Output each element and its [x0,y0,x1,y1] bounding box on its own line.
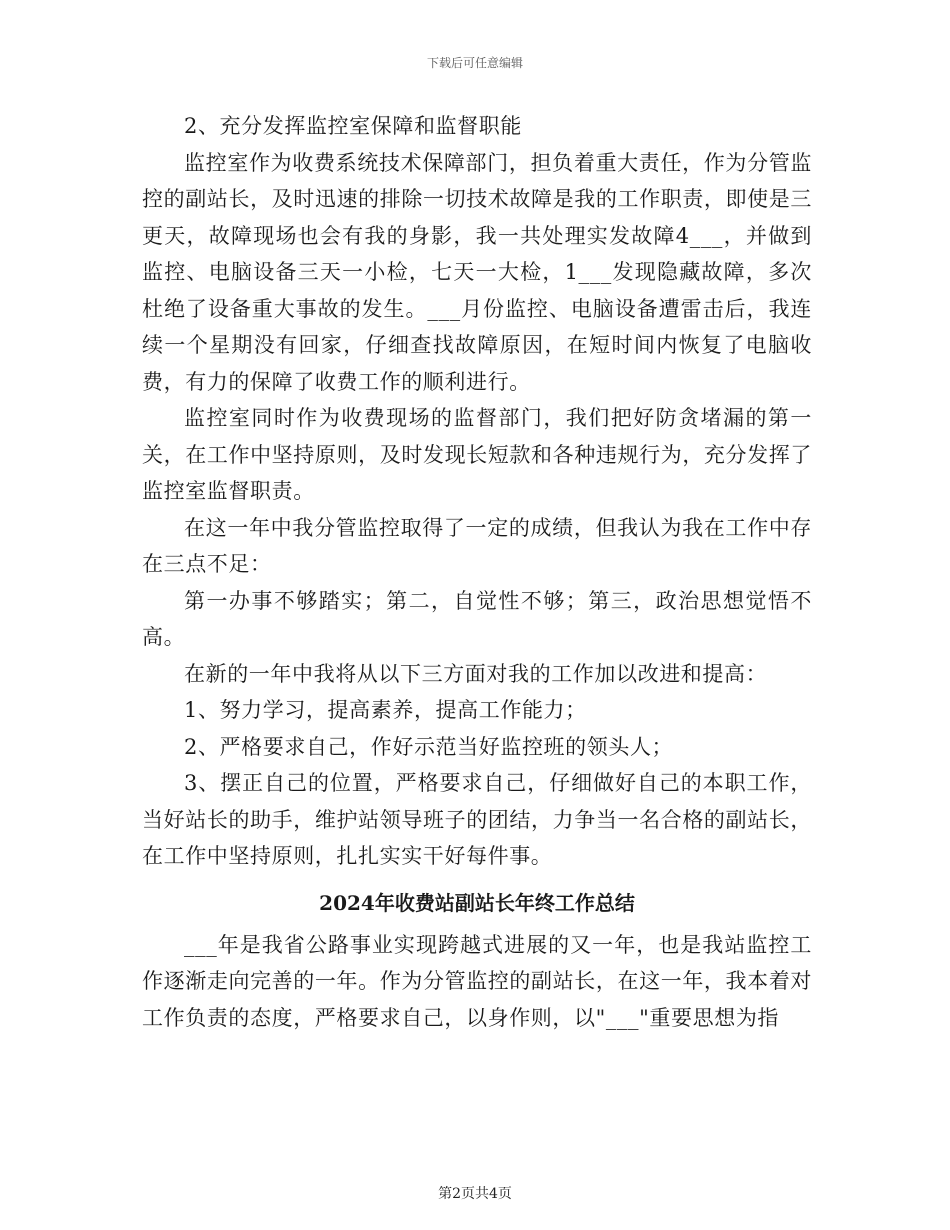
paragraph: 2、严格要求自己，作好示范当好监控班的领头人； [184,734,674,759]
document-body [142,108,812,1036]
paragraph: 2、充分发挥监控室保障和监督职能 [184,114,522,138]
page-header: 下载后可任意编辑 [426,56,523,70]
paragraph: 1、努力学习，提高素养，提高工作能力； [184,698,587,722]
paragraph: ___年是我省公路事业实现跨越式进展的又一年，也是我站监控工作逐渐走向完善的一年。作为分管监控的副站长，在这一年，我本着对工作负责的态度，严格要求自己，以身作则，以"___"重要思想为指 [142,932,812,1030]
paragraph: 3、摆正自己的位置，严格要求自己，仔细做好自己的本职工作，当好站长的助手，维护站领导班子的团结，力争当一名合格的副站长，在工作中坚持原则，扎扎实实干好每件事。 [142,771,812,868]
paragraph: 在这一年中我分管监控取得了一定的成绩，但我认为我在工作中存在三点不足： [142,515,812,576]
paragraph: 监控室作为收费系统技术保障部门，担负着重大责任，作为分管监控的副站长，及时迅速的排除一切技术故障是我的工作职责，即使是三更天，故障现场也会有我的身影，我一共处理实发故障4___，并做到监控、电脑设备三天一小检，七天一大检，1___发现隐藏故障，多次杜绝了设备重大事故的发生。___月份监控、电脑设备遭雷击后，我连续一个星期没有回家，仔细查找故障原因，在短时间内恢复了电脑收费，有力的保障了收费工作的顺利进行。 [142,150,812,394]
paragraph: 第一办事不够踏实；第二，自觉性不够；第三，政治思想觉悟不高。 [142,588,812,649]
section-title: 2024年收费站副站长年终工作总结 [319,890,635,915]
paragraph: 在新的一年中我将从以下三方面对我的工作加以改进和提高： [184,661,768,686]
page-footer: 第2页共4页 [438,1186,512,1202]
paragraph: 监控室同时作为收费现场的监督部门，我们把好防贪堵漏的第一关，在工作中坚持原则，及时发现长短款和各种违规行为，充分发挥了监控室监督职责。 [142,406,812,503]
